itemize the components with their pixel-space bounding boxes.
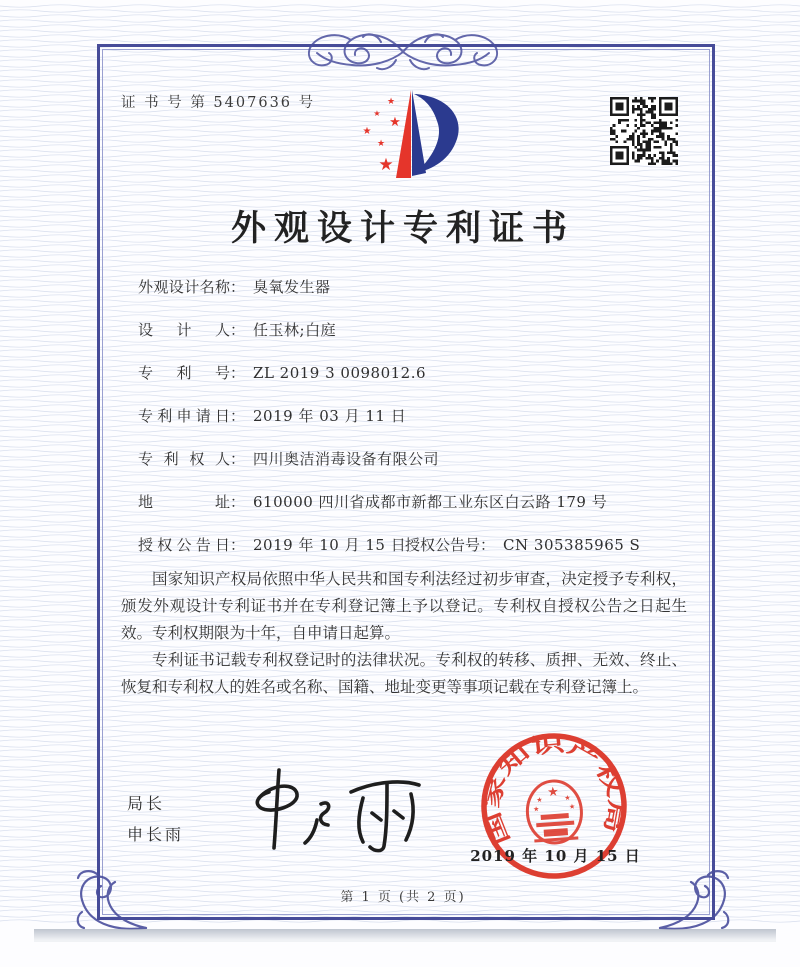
- field-label: 地址: [138, 493, 230, 511]
- field-colon: ：: [230, 364, 246, 382]
- svg-text:★: ★: [386, 97, 396, 107]
- field-colon: ：: [230, 278, 246, 296]
- page-bottom-shadow: [34, 929, 776, 942]
- field-label: 授权公告号: [405, 536, 481, 554]
- certificate-number: 证 书 号 第 5407636 号: [121, 95, 316, 111]
- field-colon: ：: [230, 407, 246, 425]
- seal-date: 2019 年 10 月 15 日: [470, 847, 641, 865]
- grant-number-pair: [405, 534, 640, 555]
- svg-text:★: ★: [389, 115, 401, 130]
- grant-date-value: 2019 年 10 月 15 日: [253, 536, 407, 554]
- legal-paragraph-1: 国家知识产权局依照中华人民共和国专利法经过初步审查，决定授予专利权，颁发外观设计专利证书并在专利登记簿上予以登记。专利权自授权公告之日起生效。专利权期限为十年，自申请日起算。: [121, 570, 687, 642]
- seal-text: 国家知识产权局: [478, 731, 630, 849]
- field-value: 2019 年 03 月 11 日: [253, 407, 407, 425]
- field-value: 610000 四川省成都市新都工业东区白云路 179 号: [253, 493, 608, 511]
- svg-text:★: ★: [532, 805, 540, 814]
- fields-block: [138, 276, 700, 577]
- field-colon: ：: [230, 493, 246, 511]
- field-label: 设计人: [138, 321, 230, 339]
- field-value: ZL 2019 3 0098012.6: [253, 364, 427, 382]
- field-label: 授权公告日: [138, 536, 230, 554]
- field-label: 外观设计名称: [138, 278, 230, 296]
- field-filing-date: [138, 405, 700, 427]
- svg-text:★: ★: [546, 784, 560, 801]
- svg-text:★: ★: [564, 793, 571, 803]
- field-colon: ：: [230, 536, 246, 554]
- svg-text:★: ★: [378, 155, 394, 175]
- legal-text-block: [121, 566, 687, 701]
- field-value: 臭氧发生器: [253, 278, 331, 296]
- svg-text:★: ★: [536, 795, 543, 805]
- qr-code: [610, 97, 678, 165]
- signer-block: [127, 788, 184, 850]
- svg-text:★: ★: [568, 802, 576, 811]
- field-value: 四川奥洁消毒设备有限公司: [253, 450, 440, 468]
- field-label: 专利申请日: [138, 407, 230, 425]
- field-designer: [138, 319, 700, 341]
- svg-text:★: ★: [362, 126, 372, 137]
- legal-paragraph-2: 专利证书记载专利权登记时的法律状况。专利权的转移、质押、无效、终止、恢复和专利权人的姓名或名称、国籍、地址变更等事项记载在专利登记簿上。: [121, 651, 687, 696]
- field-patent-number: [138, 362, 700, 384]
- national-emblem: [525, 779, 583, 845]
- page-number: 第 1 页 (共 2 页): [340, 890, 466, 905]
- field-label: 专利号: [138, 364, 230, 382]
- svg-text:★: ★: [373, 109, 381, 118]
- field-colon: ：: [230, 321, 246, 339]
- certificate-title: 外观设计专利证书: [230, 208, 575, 249]
- director-signature: [233, 758, 448, 860]
- field-label: 专利权人: [138, 450, 230, 468]
- signer-name: 申长雨: [127, 825, 185, 844]
- field-address: [138, 491, 700, 513]
- signer-title: 局长: [127, 794, 166, 813]
- field-design-name: [138, 276, 700, 298]
- field-colon: ：: [480, 536, 496, 554]
- grant-number-value: CN 305385965 S: [503, 536, 641, 554]
- field-grant-row: [138, 534, 700, 556]
- cnipa-logo: [350, 86, 472, 188]
- field-colon: ：: [230, 450, 246, 468]
- svg-text:★: ★: [376, 139, 386, 149]
- field-value: 任玉林;白庭: [253, 321, 337, 339]
- field-patentee: [138, 448, 700, 470]
